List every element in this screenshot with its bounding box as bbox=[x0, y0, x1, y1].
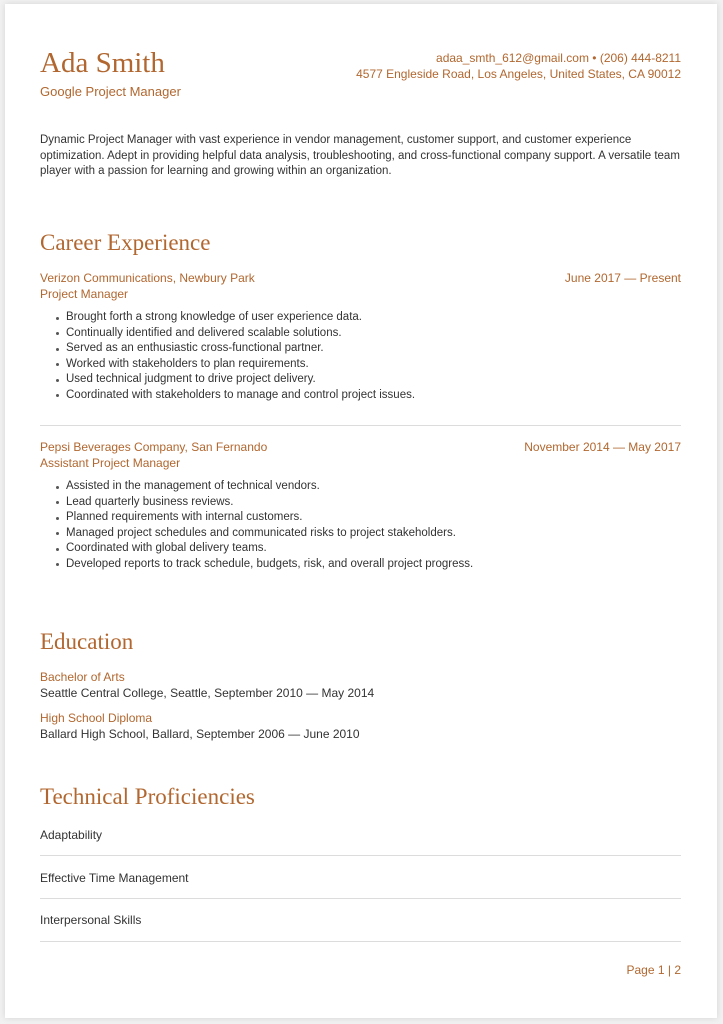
skill-item: Effective Time Management bbox=[40, 871, 189, 885]
job-bullets bbox=[40, 310, 681, 404]
phone-number: (206) 444-8211 bbox=[599, 51, 681, 65]
bullet-item: Lead quarterly business reviews. bbox=[56, 495, 681, 511]
bullet-item: Served as an enthusiastic cross-functional partner. bbox=[56, 341, 681, 357]
email-link[interactable]: adaa_smth_612@gmail.com bbox=[436, 51, 589, 65]
section-title-education: Education bbox=[40, 629, 134, 654]
bullet-item: Planned requirements with internal customers. bbox=[56, 510, 681, 526]
education-entry bbox=[40, 710, 360, 742]
bullet-item: Brought forth a strong knowledge of user experience data. bbox=[56, 310, 681, 326]
job-role: Assistant Project Manager bbox=[40, 456, 181, 470]
education-entry bbox=[40, 669, 374, 701]
professional-summary: Dynamic Project Manager with vast experience in vendor management, customer support, and customer experience optimization. Adept in providing helpful data analysis, troubleshooting, and cross-functional company support. A versatile team player with a passion for learning and growing within an organization. bbox=[40, 134, 680, 177]
section-title-experience: Career Experience bbox=[40, 230, 211, 255]
contact-block bbox=[356, 50, 681, 82]
resume-page bbox=[5, 4, 717, 1018]
education-degree: High School Diploma bbox=[40, 711, 153, 725]
job-company: Verizon Communications, Newbury Park bbox=[40, 271, 255, 285]
contact-separator: • bbox=[588, 51, 600, 65]
bullet-item: Continually identified and delivered scalable solutions. bbox=[56, 326, 681, 342]
contact-line-1 bbox=[356, 50, 681, 66]
section-title-skills: Technical Proficiencies bbox=[40, 784, 255, 809]
job-dates: November 2014 — May 2017 bbox=[524, 440, 681, 454]
job-dates: June 2017 — Present bbox=[564, 271, 681, 285]
job-entry bbox=[40, 439, 681, 573]
bullet-item: Assisted in the management of technical vendors. bbox=[56, 479, 681, 495]
candidate-name: Ada Smith bbox=[40, 47, 165, 79]
job-entry bbox=[40, 270, 681, 404]
skill-item: Interpersonal Skills bbox=[40, 913, 142, 927]
skill-item: Adaptability bbox=[40, 828, 103, 842]
bullet-item: Managed project schedules and communicated risks to project stakeholders. bbox=[56, 526, 681, 542]
address: 4577 Engleside Road, Los Angeles, United States, CA 90012 bbox=[356, 67, 681, 81]
education-degree: Bachelor of Arts bbox=[40, 670, 125, 684]
skill-divider bbox=[40, 941, 681, 942]
candidate-headline: Google Project Manager bbox=[40, 84, 181, 99]
bullet-item: Used technical judgment to drive project delivery. bbox=[56, 372, 681, 388]
skill-divider bbox=[40, 898, 681, 899]
bullet-item: Coordinated with global delivery teams. bbox=[56, 541, 681, 557]
bullet-item: Developed reports to track schedule, budgets, risk, and overall project progress. bbox=[56, 557, 681, 573]
job-company: Pepsi Beverages Company, San Fernando bbox=[40, 440, 268, 454]
page-number: Page 1 | 2 bbox=[626, 963, 681, 977]
job-role: Project Manager bbox=[40, 287, 129, 301]
job-divider bbox=[40, 425, 681, 426]
bullet-item: Worked with stakeholders to plan requirements. bbox=[56, 357, 681, 373]
bullet-item: Coordinated with stakeholders to manage and control project issues. bbox=[56, 388, 681, 404]
job-bullets bbox=[40, 479, 681, 573]
education-school: Seattle Central College, Seattle, September 2010 — May 2014 bbox=[40, 686, 375, 700]
skill-divider bbox=[40, 855, 681, 856]
education-school: Ballard High School, Ballard, September 2006 — June 2010 bbox=[40, 727, 360, 741]
